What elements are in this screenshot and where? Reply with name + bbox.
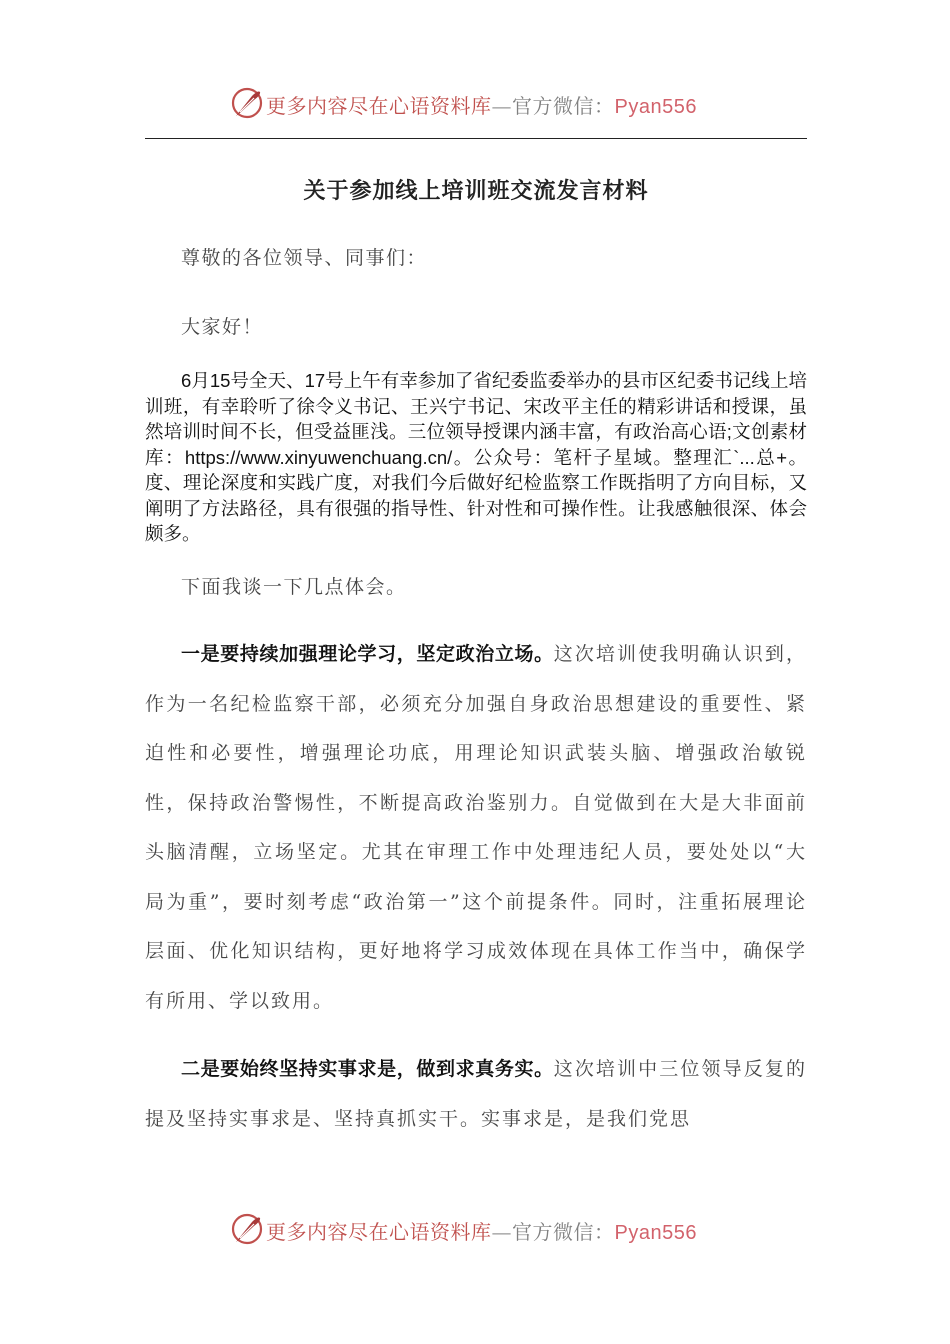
salutation: 尊敬的各位领导、同事们： — [181, 247, 428, 269]
paragraph-3-body: 这次培训使我明确认识到，作为一名纪检监察干部，必须充分加强自身政治思想建设的重要性、紧迫性和必要性，增强理论功底，用理论知识武装头脑、增强政治敏锐性，保持政治警惕性，不断提高政治鉴别力。自觉做到在大是大非面前头脑清醒，立场坚定。尤其在审理工作中处理违纪人员，要处处以“大局为重”，要时刻考虑“政治第一”这个前提条件。同时，注重拓展理论层面、优化知识结构，更好地将学习成效体现在具体工作当中，确保学有所用、学以致用。 — [145, 643, 807, 1012]
paragraph-4 — [145, 1045, 807, 1144]
header-divider — [145, 138, 807, 139]
quill-logo-icon — [230, 86, 264, 120]
header-wechat-label: 官方微信： — [512, 94, 615, 118]
header-banner — [230, 84, 730, 124]
paragraph-4-body: 这次培训中三位领导反复的提及坚持实事求是、坚持真抓实干。实事求是，是我们党思 — [145, 1058, 807, 1130]
footer-banner-text: 更多内容尽在心语资料库 — [266, 1220, 492, 1244]
header-wechat-id: Pyan556 — [614, 96, 697, 118]
footer-wechat-id: Pyan556 — [614, 1222, 697, 1244]
paragraph-1: 6月15号全天、17号上午有幸参加了省纪委监委举办的县市区纪委书记线上培训班，有幸聆听了徐令义书记、王兴宁书记、宋改平主任的精彩讲话和授课，虽然培训时间不长，但受益匪浅。三位领导授课内涵丰富，有政治高心语;文创素材库：https://www.xinyuwenchuang.cn/。公众号：笔杆子星域。整理汇`...总+。度、理论深度和实践广度，对我们今后做好纪检监察工作既指明了方向目标，又阐明了方法路径，具有很强的指导性、针对性和可操作性。让我感触很深、体会颇多。 — [145, 370, 807, 544]
paragraph-2: 下面我谈一下几点体会。 — [181, 576, 407, 598]
paragraph-4-heading: 二是要始终坚持实事求是，做到求真务实。 — [181, 1058, 554, 1080]
document-title: 关于参加线上培训班交流发言材料 — [303, 178, 649, 204]
quill-logo-icon — [230, 1212, 264, 1246]
paragraph-3 — [145, 630, 807, 1026]
footer-banner — [230, 1210, 730, 1250]
header-dash: — — [491, 94, 512, 118]
paragraph-3-heading: 一是要持续加强理论学习，坚定政治立场。 — [181, 643, 554, 665]
footer-dash: — — [491, 1220, 512, 1244]
header-banner-text: 更多内容尽在心语资料库 — [266, 94, 492, 118]
greeting: 大家好！ — [181, 316, 264, 338]
footer-wechat-label: 官方微信： — [512, 1220, 615, 1244]
